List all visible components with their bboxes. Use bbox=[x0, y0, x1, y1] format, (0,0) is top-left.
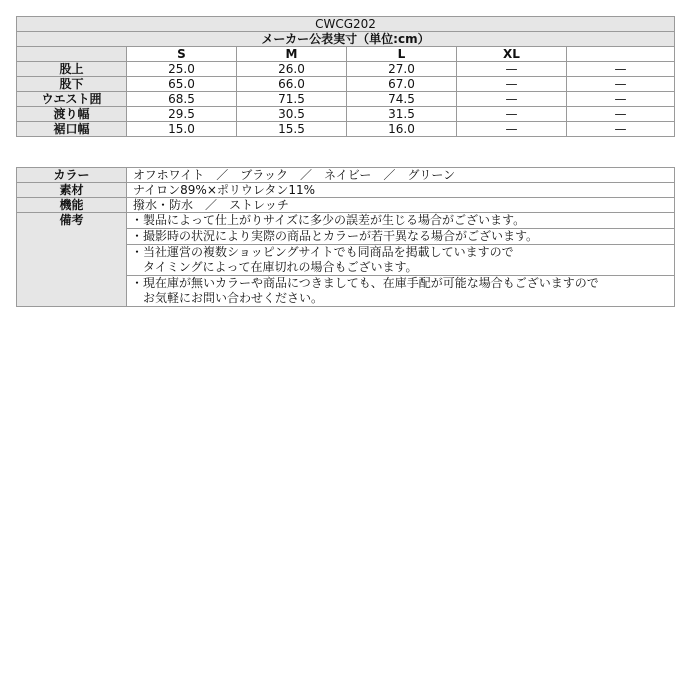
table-row bbox=[17, 122, 675, 137]
cell: 16.0 bbox=[347, 122, 457, 137]
cell: 25.0 bbox=[127, 62, 237, 77]
cell: 67.0 bbox=[347, 77, 457, 92]
cell: 66.0 bbox=[237, 77, 347, 92]
cell: 74.5 bbox=[347, 92, 457, 107]
cell: 71.5 bbox=[237, 92, 347, 107]
cell: 68.5 bbox=[127, 92, 237, 107]
cell: — bbox=[567, 77, 675, 92]
row-label: 渡り幅 bbox=[17, 107, 127, 122]
cell: 27.0 bbox=[347, 62, 457, 77]
cell: — bbox=[457, 62, 567, 77]
product-code: CWCG202 bbox=[17, 17, 675, 32]
row-label: ウエスト囲 bbox=[17, 92, 127, 107]
notes-cell bbox=[127, 213, 675, 307]
spec-label: 機能 bbox=[17, 198, 127, 213]
cell: 15.5 bbox=[237, 122, 347, 137]
cell: — bbox=[457, 107, 567, 122]
spec-label: 備考 bbox=[17, 213, 127, 307]
note-line: タイミングによって在庫切れの場合もございます。 bbox=[131, 260, 418, 274]
cell: — bbox=[457, 92, 567, 107]
spec-row-color bbox=[17, 168, 675, 183]
table-row bbox=[17, 62, 675, 77]
cell: — bbox=[567, 62, 675, 77]
table-row bbox=[17, 77, 675, 92]
note-line: ・当社運営の複数ショッピングサイトでも同商品を掲載していますので bbox=[131, 245, 514, 259]
cell: — bbox=[457, 77, 567, 92]
cell: 30.5 bbox=[237, 107, 347, 122]
spec-label: カラー bbox=[17, 168, 127, 183]
size-header-blank bbox=[567, 47, 675, 62]
size-header-xl: XL bbox=[457, 47, 567, 62]
size-header-s: S bbox=[127, 47, 237, 62]
row-label: 股上 bbox=[17, 62, 127, 77]
cell: 29.5 bbox=[127, 107, 237, 122]
cell: 65.0 bbox=[127, 77, 237, 92]
cell: — bbox=[567, 92, 675, 107]
note-item bbox=[127, 228, 674, 244]
cell: — bbox=[567, 107, 675, 122]
size-table-caption: メーカー公表実寸（単位:cm） bbox=[17, 32, 675, 47]
spec-row-notes bbox=[17, 213, 675, 307]
spec-value: 撥水・防水 ／ ストレッチ bbox=[127, 198, 675, 213]
note-line: ・現在庫が無いカラーや商品につきましても、在庫手配が可能な場合もございますので bbox=[131, 276, 599, 290]
table-row bbox=[17, 92, 675, 107]
note-item bbox=[127, 244, 674, 275]
cell: 31.5 bbox=[347, 107, 457, 122]
cell: 15.0 bbox=[127, 122, 237, 137]
row-label: 裾口幅 bbox=[17, 122, 127, 137]
row-label: 股下 bbox=[17, 77, 127, 92]
spec-table bbox=[16, 167, 675, 307]
table-row bbox=[17, 107, 675, 122]
note-line: ・撮影時の状況により実際の商品とカラーが若干異なる場合がございます。 bbox=[131, 229, 539, 243]
cell: — bbox=[457, 122, 567, 137]
spec-row-function bbox=[17, 198, 675, 213]
size-header-m: M bbox=[237, 47, 347, 62]
spec-row-material bbox=[17, 183, 675, 198]
size-header-corner bbox=[17, 47, 127, 62]
spec-value: ナイロン89%×ポリウレタン11% bbox=[127, 183, 675, 198]
spec-value: オフホワイト ／ ブラック ／ ネイビー ／ グリーン bbox=[127, 168, 675, 183]
size-header-l: L bbox=[347, 47, 457, 62]
cell: — bbox=[567, 122, 675, 137]
size-header-row bbox=[17, 47, 675, 62]
size-table bbox=[16, 16, 675, 137]
spec-label: 素材 bbox=[17, 183, 127, 198]
note-line: ・製品によって仕上がりサイズに多少の誤差が生じる場合がございます。 bbox=[131, 213, 526, 227]
note-item bbox=[127, 213, 674, 228]
cell: 26.0 bbox=[237, 62, 347, 77]
note-item bbox=[127, 275, 674, 306]
note-line: お気軽にお問い合わせください。 bbox=[131, 291, 324, 305]
